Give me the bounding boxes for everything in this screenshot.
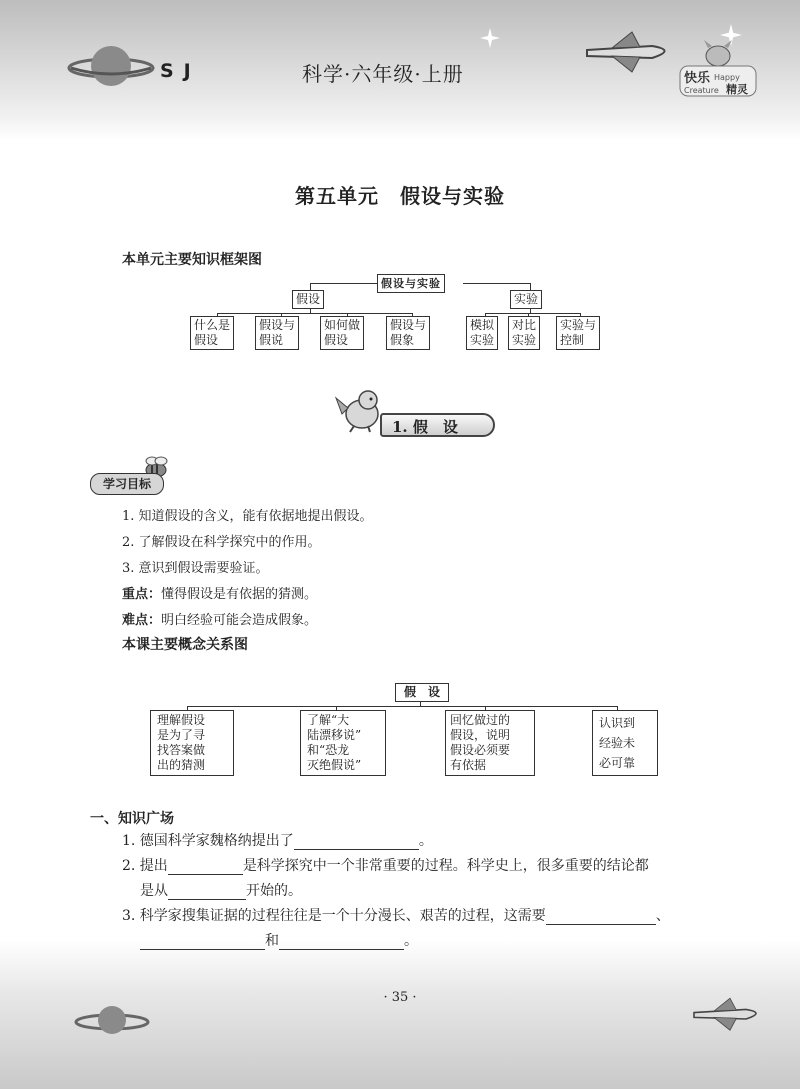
question-3 — [122, 905, 670, 925]
svg-text:快乐: 快乐 — [684, 71, 711, 86]
page-number: · 35 · — [383, 990, 417, 1005]
unit-title: 第五单元 假设与实验 — [295, 184, 505, 208]
question-1-text: 1. 德国科学家魏格纳提出了 — [122, 833, 294, 849]
question-2-line2-end: 开始的。 — [246, 883, 302, 899]
question-2-line2 — [140, 880, 302, 900]
framework-leaf: 假设与 假说 — [255, 316, 299, 350]
framework-branch-hypothesis: 假设 — [292, 290, 324, 309]
answer-blank[interactable] — [140, 933, 265, 950]
answer-blank[interactable] — [546, 908, 656, 925]
series-code: SJ — [160, 60, 201, 82]
question-2-mid: 是科学探究中一个非常重要的过程。科学史上，很多重要的结论都 — [242, 858, 649, 874]
difficulty-label: 难点： — [122, 613, 162, 628]
question-3-end: 。 — [404, 933, 418, 949]
space-shuttle-icon — [690, 995, 770, 1035]
framework-leaf: 什么是 假设 — [190, 316, 234, 350]
lesson-title: 1. 假 设 — [380, 413, 495, 437]
goal-item: 2. 了解假设在科学探究中的作用。 — [122, 535, 321, 550]
planet-icon — [72, 1000, 152, 1040]
section-title: 一、知识广场 — [90, 811, 174, 827]
question-1 — [122, 830, 433, 850]
key-point-label: 重点： — [122, 587, 162, 602]
question-3-and: 和 — [265, 933, 279, 949]
svg-text:Creature: Creature — [684, 86, 719, 95]
concept-node: 了解“大 陆漂移说” 和“恐龙 灭绝假说” — [300, 710, 386, 776]
concept-map-root: 假 设 — [395, 683, 449, 702]
question-3-text: 3. 科学家搜集证据的过程往往是一个十分漫长、艰苦的过程，这需要 — [122, 908, 546, 924]
answer-blank[interactable] — [279, 933, 404, 950]
goal-item: 3. 意识到假设需要验证。 — [122, 561, 269, 576]
space-shuttle-icon — [582, 28, 682, 78]
concept-node: 认识到 经验未 必可靠 — [592, 710, 658, 776]
key-point — [122, 583, 317, 602]
key-point-text: 懂得假设是有依据的猜测。 — [161, 587, 318, 602]
framework-leaf: 对比 实验 — [508, 316, 540, 350]
concept-node: 回忆做过的 假设，说明 假设必须要 有依据 — [445, 710, 535, 776]
question-2 — [122, 855, 649, 875]
question-2-line2-text: 是从 — [140, 883, 168, 899]
framework-leaf: 假设与 假象 — [386, 316, 430, 350]
learning-goals-tag: 学习目标 — [90, 473, 164, 495]
book-title: 科学·六年级·上册 — [302, 62, 464, 86]
framework-branch-experiment: 实验 — [510, 290, 542, 309]
framework-leaf: 模拟 实验 — [466, 316, 498, 350]
concept-node: 理解假设 是为了寻 找答案做 出的猜测 — [150, 710, 234, 776]
star-icon — [480, 28, 500, 48]
goal-item: 1. 知道假设的含义，能有依据地提出假设。 — [122, 509, 373, 524]
concept-map-label: 本课主要概念关系图 — [122, 637, 248, 653]
svg-text:精灵: 精灵 — [726, 83, 748, 96]
framework-root: 假设与实验 — [377, 274, 445, 293]
question-2-text: 2. 提出 — [122, 858, 168, 874]
framework-leaf: 如何做 假设 — [320, 316, 364, 350]
answer-blank[interactable] — [168, 883, 246, 900]
question-1-end: 。 — [418, 833, 433, 849]
framework-label: 本单元主要知识框架图 — [122, 252, 262, 268]
difficulty-text: 明白经验可能会造成假象。 — [161, 613, 318, 628]
answer-blank[interactable] — [294, 833, 419, 850]
answer-blank[interactable] — [168, 858, 243, 875]
svg-text:Happy: Happy — [714, 73, 740, 82]
question-3-sep: 、 — [655, 908, 670, 924]
framework-leaf: 实验与 控制 — [556, 316, 600, 350]
planet-icon — [66, 36, 156, 96]
difficulty — [122, 609, 317, 628]
mascot-logo-icon — [678, 40, 758, 100]
question-3-line2 — [140, 930, 418, 950]
